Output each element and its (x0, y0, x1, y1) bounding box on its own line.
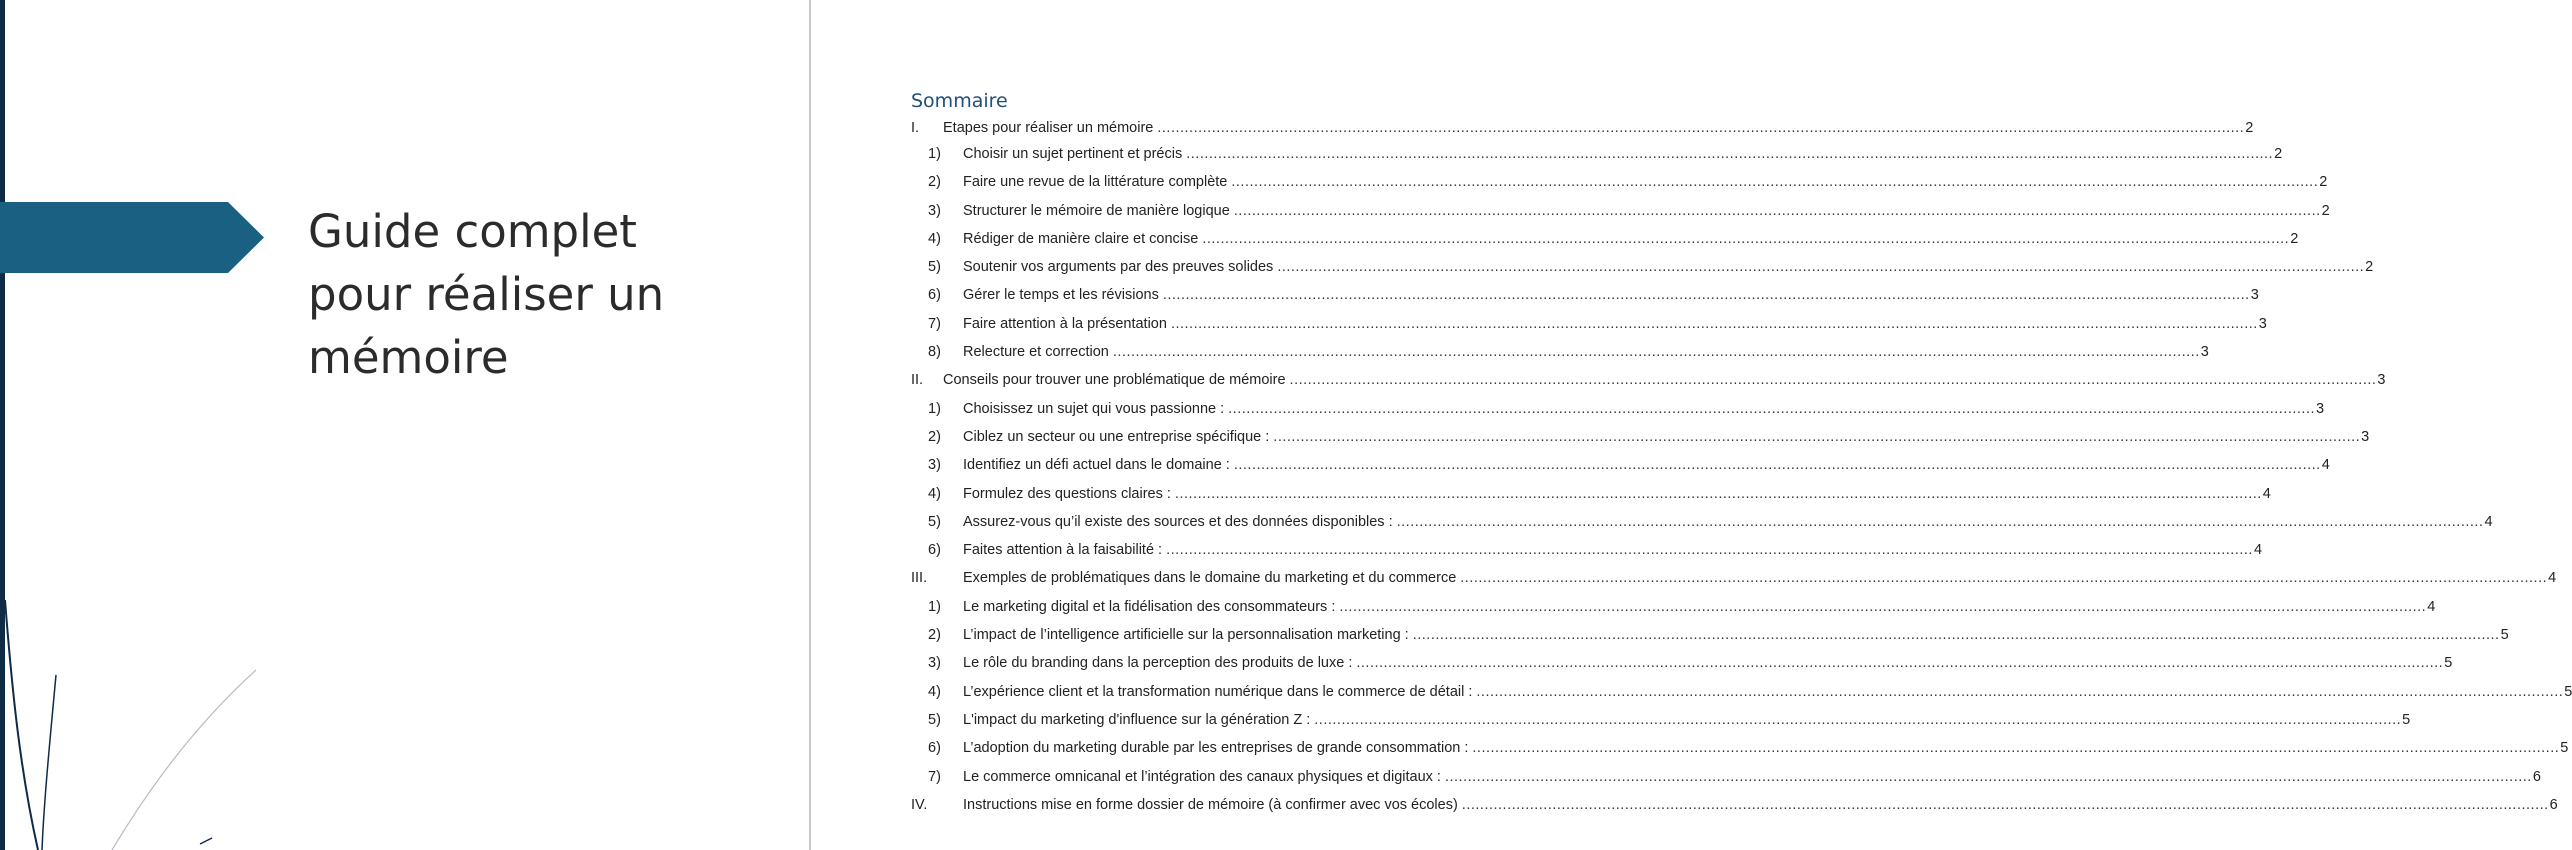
toc-dot-leader: ................................................................................................................................................................................................................................................ (1472, 740, 2560, 757)
toc-dot-leader: ................................................................................................................................................................................................................................................ (1186, 146, 2274, 162)
toc-page-number: 4 (2262, 485, 2271, 502)
toc-dot-leader: ................................................................................................................................................................................................................................................ (1460, 570, 2548, 587)
toc-entry-row (963, 536, 2263, 564)
toc-entry-row (963, 763, 2541, 791)
toc-dot-leader: ................................................................................................................................................................................................................................................ (1476, 683, 2564, 700)
toc-entry-number: 6) (928, 740, 941, 757)
toc-entry-title: Le commerce omnicanal et l’intégration des canaux physiques et digitaux : (963, 768, 1441, 785)
toc-subsection[interactable] (911, 508, 2493, 536)
cover-page (0, 0, 809, 850)
deco-stroke (42, 675, 56, 850)
toc-entry-title: L'impact du marketing d'influence sur la génération Z : (963, 711, 1311, 728)
toc-entry-row (963, 508, 2493, 536)
toc-section[interactable] (911, 791, 2558, 819)
toc-page-number: 3 (2377, 372, 2386, 389)
toc-entry-row (963, 649, 2453, 677)
deco-stroke (112, 670, 256, 850)
toc-page-number: 3 (2316, 400, 2325, 417)
toc-page-number: 3 (2250, 287, 2259, 304)
toc-dot-leader: ................................................................................................................................................................................................................................................ (1174, 485, 2262, 502)
toc-entry-number: 7) (928, 315, 941, 332)
toc-subsection[interactable] (911, 678, 2572, 706)
table-of-contents (911, 88, 2572, 819)
toc-entry-title: Choisissez un sujet qui vous passionne : (963, 400, 1225, 417)
toc-entry-title: Instructions mise en forme dossier de mémoire (à confirmer avec vos écoles) (963, 796, 1458, 813)
toc-entry-title: Soutenir vos arguments par des preuves solides (963, 259, 1274, 276)
toc-dot-leader: ................................................................................................................................................................................................................................................ (1356, 655, 2444, 672)
toc-dot-leader: ................................................................................................................................................................................................................................................ (1277, 259, 2365, 276)
toc-page-number: 4 (2484, 513, 2493, 530)
toc-entry-row (963, 338, 2209, 366)
toc-entry-title: Identifiez un défi actuel dans le domaine : (963, 457, 1230, 474)
toc-dot-leader: ................................................................................................................................................................................................................................................ (1170, 315, 2258, 332)
toc-entry-number: 3) (928, 202, 941, 219)
toc-entry-number: 2) (928, 627, 941, 644)
toc-dot-leader: ................................................................................................................................................................................................................................................ (1396, 513, 2484, 530)
toc-entry-title: Faire une revue de la littérature complète (963, 174, 1228, 191)
toc-entry-row (963, 197, 2330, 225)
toc-entry-title: Formulez des questions claires : (963, 485, 1171, 502)
toc-entry-row (963, 310, 2267, 338)
toc-dot-leader: ................................................................................................................................................................................................................................................ (1162, 287, 2250, 304)
toc-entry-title: Relecture et correction (963, 344, 1109, 361)
toc-entry-row (963, 281, 2259, 309)
toc-entry-title: Structurer le mémoire de manière logique (963, 202, 1230, 219)
toc-dot-leader: ................................................................................................................................................................................................................................................ (1461, 796, 2549, 813)
deco-stroke (5, 600, 38, 850)
toc-entry-title: Le marketing digital et la fidélisation des consommateurs : (963, 598, 1336, 615)
toc-entry-number: 2) (928, 174, 941, 191)
toc-entry-title: Etapes pour réaliser un mémoire (943, 120, 1154, 136)
toc-dot-leader: ................................................................................................................................................................................................................................................ (1202, 230, 2290, 247)
toc-subsection[interactable] (911, 140, 2283, 168)
toc-subsection[interactable] (911, 395, 2325, 423)
toc-entry-number: 1) (928, 598, 941, 615)
toc-entry-number: 1) (928, 400, 941, 417)
toc-subsection[interactable] (911, 197, 2330, 225)
toc-entry-title: Rédiger de manière claire et concise (963, 230, 1199, 247)
toc-subsection[interactable] (911, 225, 2299, 253)
toc-subsection[interactable] (911, 451, 2330, 479)
toc-page-number: 2 (2274, 146, 2283, 162)
toc-entry-number: 8) (928, 344, 941, 361)
deco-stroke (200, 838, 212, 844)
toc-page (811, 0, 2572, 850)
toc-entry-title: L’impact de l’intelligence artificielle sur la personnalisation marketing : (963, 627, 1409, 644)
toc-entry-row (963, 451, 2330, 479)
toc-page-number: 6 (2549, 796, 2558, 813)
toc-subsection[interactable] (911, 536, 2263, 564)
cover-title-line: Guide complet (308, 205, 637, 258)
toc-section[interactable] (911, 564, 2557, 592)
toc-dot-leader: ................................................................................................................................................................................................................................................ (1112, 344, 2200, 361)
toc-entry-number: III. (911, 570, 928, 587)
toc-list (911, 116, 2572, 819)
toc-page-number: 4 (2427, 598, 2436, 615)
toc-subsection[interactable] (911, 338, 2209, 366)
toc-subsection[interactable] (911, 649, 2453, 677)
toc-dot-leader: ................................................................................................................................................................................................................................................ (1339, 598, 2427, 615)
toc-entry-number: IV. (911, 796, 928, 813)
toc-entry-row (943, 116, 2254, 140)
toc-entry-title: L’adoption du marketing durable par les entreprises de grande consommation : (963, 740, 1469, 757)
toc-dot-leader: ................................................................................................................................................................................................................................................ (1231, 174, 2319, 191)
arrow-banner-shape (0, 202, 264, 273)
toc-dot-leader: ................................................................................................................................................................................................................................................ (1166, 542, 2253, 559)
toc-entry-number: I. (911, 120, 920, 136)
cover-title-line: pour réaliser un (308, 268, 665, 321)
toc-page-number: 3 (2200, 344, 2209, 361)
toc-dot-leader: ................................................................................................................................................................................................................................................ (1228, 400, 2316, 417)
toc-dot-leader: ................................................................................................................................................................................................................................................ (1233, 202, 2321, 219)
toc-dot-leader: ................................................................................................................................................................................................................................................ (1314, 711, 2402, 728)
toc-entry-number: 7) (928, 768, 941, 785)
toc-entry-title: Assurez-vous qu’il existe des sources et des données disponibles : (963, 513, 1393, 530)
toc-entry-title: Faire attention à la présentation (963, 315, 1167, 332)
toc-entry-row (963, 395, 2325, 423)
toc-entry-title: Le rôle du branding dans la perception des produits de luxe : (963, 655, 1353, 672)
toc-dot-leader: ................................................................................................................................................................................................................................................ (1233, 457, 2321, 474)
toc-entry-number: 6) (928, 542, 941, 559)
toc-section[interactable] (911, 116, 2254, 140)
toc-entry-row (963, 168, 2328, 196)
toc-entry-title: Gérer le temps et les révisions (963, 287, 1159, 304)
toc-entry-number: 2) (928, 428, 941, 445)
toc-subsection[interactable] (911, 763, 2541, 791)
toc-entry-number: 4) (928, 683, 941, 700)
toc-subsection[interactable] (911, 621, 2509, 649)
toc-subsection[interactable] (911, 423, 2370, 451)
toc-entry-row (963, 678, 2572, 706)
toc-entry-row (963, 706, 2411, 734)
toc-entry-title: Exemples de problématiques dans le domaine du marketing et du commerce (963, 570, 1457, 587)
toc-subsection[interactable] (911, 310, 2267, 338)
cover-decorative-lines (0, 600, 300, 850)
toc-subsection[interactable] (911, 593, 2436, 621)
toc-page-number: 5 (2560, 740, 2569, 757)
toc-entry-row (963, 621, 2509, 649)
toc-entry-title: Conseils pour trouver une problématique de mémoire (943, 372, 1286, 389)
toc-entry-number: 4) (928, 230, 941, 247)
toc-page-number: 5 (2444, 655, 2453, 672)
toc-subsection[interactable] (911, 480, 2271, 508)
toc-page-number: 5 (2402, 711, 2411, 728)
toc-dot-leader: ................................................................................................................................................................................................................................................ (1444, 768, 2532, 785)
toc-dot-leader: ................................................................................................................................................................................................................................................ (1412, 627, 2500, 644)
cover-arrow-banner (0, 202, 264, 273)
toc-entry-number: 6) (928, 287, 941, 304)
toc-entry-title: Faites attention à la faisabilité : (963, 542, 1163, 559)
toc-heading: Sommaire (911, 90, 1008, 112)
toc-entry-row (963, 225, 2299, 253)
toc-page-number: 5 (2500, 627, 2509, 644)
cover-title-line: mémoire (308, 331, 509, 384)
toc-page-number: 5 (2564, 683, 2572, 700)
toc-entry-number: 5) (928, 259, 941, 276)
toc-entry-title: L’expérience client et la transformation numérique dans le commerce de détail : (963, 683, 1473, 700)
toc-subsection[interactable] (911, 253, 2374, 281)
toc-entry-number: II. (911, 372, 924, 389)
cover-title (308, 200, 778, 389)
toc-entry-title: Ciblez un secteur ou une entreprise spécifique : (963, 428, 1270, 445)
toc-subsection[interactable] (911, 168, 2328, 196)
toc-page-number: 2 (2321, 202, 2330, 219)
toc-page-number: 2 (2245, 120, 2254, 136)
toc-page-number: 6 (2532, 768, 2541, 785)
toc-page-number: 2 (2319, 174, 2328, 191)
toc-page-number: 2 (2290, 230, 2299, 247)
toc-dot-leader: ................................................................................................................................................................................................................................................ (1289, 372, 2377, 389)
toc-entry-title: Choisir un sujet pertinent et précis (963, 146, 1183, 162)
toc-page-number: 4 (2548, 570, 2557, 587)
toc-entry-row (963, 593, 2436, 621)
toc-subsection[interactable] (911, 706, 2411, 734)
toc-page-number: 4 (2253, 542, 2263, 559)
toc-entry-row (943, 366, 2386, 394)
toc-page-number: 3 (2361, 428, 2370, 445)
toc-subsection[interactable] (911, 281, 2259, 309)
toc-dot-leader: ................................................................................................................................................................................................................................................ (1157, 120, 2245, 136)
toc-subsection[interactable] (911, 734, 2569, 762)
toc-entry-number: 3) (928, 655, 941, 672)
toc-entry-row (963, 564, 2557, 592)
toc-entry-number: 4) (928, 485, 941, 502)
toc-entry-row (963, 791, 2558, 819)
toc-entry-row (963, 253, 2374, 281)
toc-entry-row (963, 423, 2370, 451)
toc-entry-number: 3) (928, 457, 941, 474)
toc-page-number: 3 (2258, 315, 2267, 332)
toc-entry-row (963, 480, 2271, 508)
toc-page-number: 4 (2321, 457, 2330, 474)
toc-entry-number: 5) (928, 513, 941, 530)
toc-dot-leader: ................................................................................................................................................................................................................................................ (1273, 428, 2361, 445)
toc-page-number: 2 (2365, 259, 2374, 276)
toc-section[interactable] (911, 366, 2386, 394)
toc-entry-number: 5) (928, 711, 941, 728)
toc-entry-row (963, 734, 2569, 762)
toc-entry-row (963, 140, 2283, 168)
toc-entry-number: 1) (928, 146, 941, 162)
